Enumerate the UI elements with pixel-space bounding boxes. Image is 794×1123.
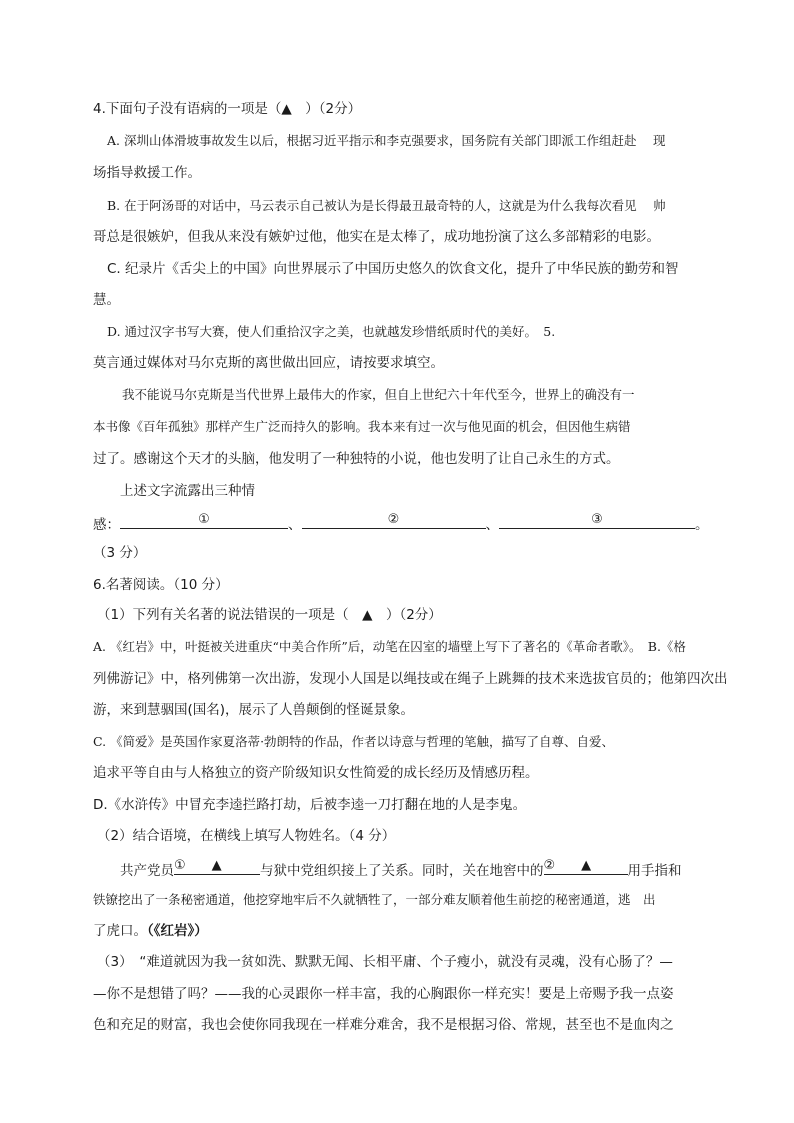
q5-passage-line3: 过了。感谢这个天才的头脑，他发明了一种独特的小说，他也发明了让自己永生的方式。: [93, 451, 620, 467]
q6-option-c-line1: C. 《简爱》是英国作家夏洛蒂·勃朗特的作品，作者以诗意与哲理的笔触，描写了自尊、自爱、: [93, 734, 615, 749]
q6-sub3-line2: —你不是想错了吗？——我的心灵跟你一样丰富，我的心胸跟你一样充实！要是上帝赐予我一点姿: [93, 986, 674, 1002]
q4-option-a-line1: A. 深圳山体滑坡事故发生以后，根据习近平指示和李克强要求，国务院有关部门即派工作组赶赴 现: [107, 133, 666, 148]
q5-task: 上述文字流露出三种情: [120, 483, 255, 499]
q5-blank-1[interactable]: [120, 512, 288, 529]
q5-separator-1: 、: [288, 517, 302, 533]
q5-passage-line1: 我不能说马尔克斯是当代世界上最伟大的作家，但自上世纪六十年代至今，世界上的确没有一: [122, 387, 635, 402]
q6-sub2-source: （《红岩》）: [147, 923, 208, 939]
q5-blank-2[interactable]: [302, 512, 486, 529]
q6-sub2-blank-1[interactable]: [174, 858, 260, 875]
q6-option-a-line1: A. 《红岩》中，叶挺被关进重庆“中美合作所”后，动笔在囚室的墙壁上写下了著名的《革命者歌》。 B.《格: [93, 639, 686, 654]
q6-sub2-blank-1-marker: ① ▲: [174, 858, 222, 873]
q4-option-c-line1: C. 纪录片《舌尖上的中国》向世界展示了中国历史悠久的饮食文化，提升了中华民族的勤劳和智: [107, 261, 679, 277]
q6-sub2-passage-line2: 铁镣挖出了一条秘密通道，他挖穿地牢后不久就牺牲了，一部分难友顺着他生前挖的秘密通道，逃 出: [93, 892, 656, 907]
q5-end-mark: 。: [695, 517, 709, 533]
q5-points: （3 分）: [93, 545, 147, 561]
q6-stem: 6.名著阅读。（10 分）: [93, 577, 229, 593]
q6-sub2-text-mid: 与狱中党组织接上了关系。同时，关在地窖中的: [260, 863, 544, 879]
q5-answer-line: [93, 512, 709, 535]
q6-sub2-passage-line3: [93, 921, 208, 941]
q5-separator-2: 、: [485, 517, 499, 533]
q4-option-c-line2: 慧。: [93, 292, 120, 308]
q6-sub1-stem: （1）下列有关名著的说法错误的一项是（ ▲ ）（2分）: [97, 607, 442, 623]
q6-sub3-line1: （3） “难道就因为我一贫如洗、默默无闻、长相平庸、个子瘦小，就没有灵魂，没有心肠了？—: [97, 954, 673, 970]
q6-option-c-line2: 追求平等自由与人格独立的资产阶级知识女性简爱的成长经历及情感历程。: [93, 765, 539, 781]
q5-intro: 莫言通过媒体对马尔克斯的离世做出回应，请按要求填空。: [93, 355, 444, 371]
q5-blank-3-number: ③: [591, 512, 603, 527]
q4-option-d: D. 通过汉字书写大赛，使人们重拾汉字之美，也就越发珍惜纸质时代的美好。 5.: [107, 324, 556, 339]
q5-blank-1-number: ①: [198, 512, 210, 527]
q6-sub2-text-pre: 共产党员: [120, 863, 174, 879]
q4-option-b-line1: B. 在于阿汤哥的对话中，马云表示自己被认为是长得最丑最奇特的人，这就是为什么我每次看见 帅: [107, 198, 666, 213]
q5-blank-3[interactable]: [499, 512, 695, 529]
q4-option-a-line2: 场指导救援工作。: [93, 165, 201, 181]
q6-sub2-text-end: 用手指和: [627, 863, 682, 879]
q4-option-b-line2: 哥总是很嫉妒，但我从来没有嫉妒过他，他实在是太棒了，成功地扮演了这么多部精彩的电影。: [93, 229, 660, 245]
q6-sub2-blank-2-marker: ② ▲: [543, 858, 592, 873]
q6-option-d: D.《水浒传》中冒充李逵拦路打劫，后被李逵一刀打翻在地的人是李鬼。: [93, 797, 527, 813]
q6-option-a-line2: 列佛游记》中，格列佛第一次出游，发现小人国是以绳技或在绳子上跳舞的技术来选拔官员的；他第四次出: [93, 671, 728, 687]
q6-sub3-line3: 色和充足的财富，我也会使你同我现在一样难分难舍，我不是根据习俗、常规，甚至也不是血肉之: [93, 1017, 674, 1033]
q5-passage-line2: 本书像《百年孤独》那样产生广泛而持久的影响。我本来有过一次与他见面的机会，但因他生病错: [93, 419, 631, 434]
q6-option-a-line3: 游，来到慧骃国(国名)，展示了人兽颠倒的怪诞景象。: [93, 702, 415, 718]
q6-sub2-passage-line1: [120, 858, 682, 881]
q6-sub2-stem: （2）结合语境，在横线上填写人物姓名。（4 分）: [97, 828, 396, 844]
q5-label: 感：: [93, 517, 120, 533]
q6-sub2-text-tail: 了虎口。: [93, 923, 147, 939]
q5-blank-2-number: ②: [387, 512, 400, 527]
q4-stem: 4.下面句子没有语病的一项是（▲ ）（2分）: [93, 101, 362, 117]
q6-sub2-blank-2[interactable]: [544, 858, 628, 875]
